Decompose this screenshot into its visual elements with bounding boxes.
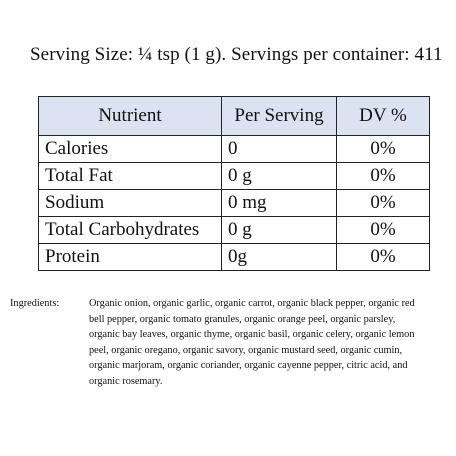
- nutrient-cell: Sodium: [39, 190, 222, 217]
- dv-cell: 0%: [337, 217, 430, 244]
- ingredients-list: [89, 296, 456, 390]
- dv-cell: 0%: [337, 190, 430, 217]
- header-dv-percent: DV %: [337, 97, 430, 136]
- nutrient-cell: Protein: [39, 244, 222, 271]
- ingredients-line: organic marjoram, organic coriander, organic cayenne pepper, citric acid, and: [89, 360, 408, 372]
- dv-cell: 0%: [337, 244, 430, 271]
- table-row: [39, 217, 430, 244]
- nutrient-cell: Calories: [39, 136, 222, 163]
- ingredients-line: Organic onion, organic garlic, organic carrot, organic black pepper, organic red: [89, 298, 415, 309]
- per-serving-cell: 0 g: [222, 163, 337, 190]
- per-serving-cell: 0 g: [222, 217, 337, 244]
- ingredients-label: Ingredients:: [10, 298, 60, 309]
- header-nutrient: Nutrient: [39, 97, 222, 136]
- ingredients-line: peel, organic oregano, organic savory, organic mustard seed, organic cumin,: [89, 344, 403, 356]
- per-serving-cell: 0g: [222, 244, 337, 271]
- ingredients-line: organic rosemary.: [89, 375, 163, 387]
- serving-info: Serving Size: ¼ tsp (1 g). Servings per container: 411: [30, 44, 443, 65]
- per-serving-cell: 0 mg: [222, 190, 337, 217]
- table-row: [39, 190, 430, 217]
- table-row: [39, 163, 430, 190]
- ingredients-line: bell pepper, organic tomato granules, organic orange peel, organic parsley,: [89, 313, 396, 325]
- dv-cell: 0%: [337, 136, 430, 163]
- nutrition-table: [38, 96, 430, 271]
- nutrient-cell: Total Fat: [39, 163, 222, 190]
- table-row: [39, 136, 430, 163]
- nutrient-cell: Total Carbohydrates: [39, 217, 222, 244]
- ingredients-line: organic bay leaves, organic thyme, organic basil, organic celery, organic lemon: [89, 329, 415, 341]
- table-row: [39, 244, 430, 271]
- dv-cell: 0%: [337, 163, 430, 190]
- table-header-row: [39, 97, 430, 136]
- per-serving-cell: 0: [222, 136, 337, 163]
- header-per-serving: Per Serving: [222, 97, 337, 136]
